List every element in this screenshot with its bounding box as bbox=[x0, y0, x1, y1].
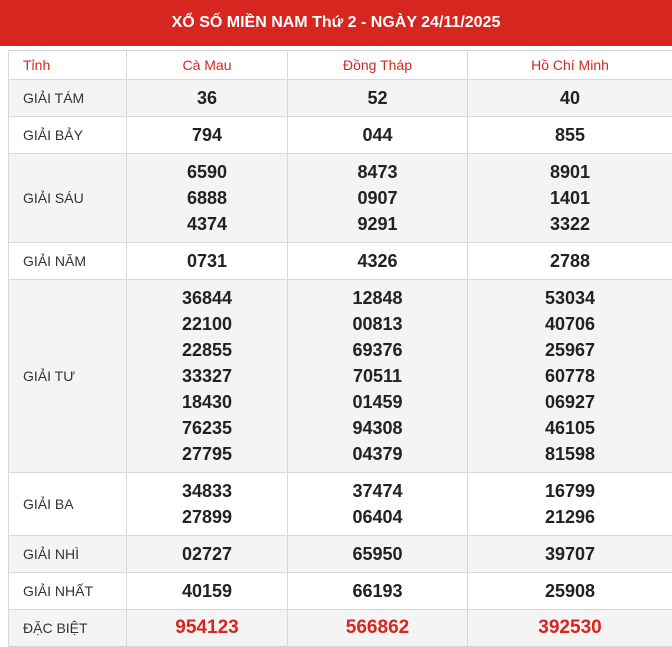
prize-number: 65950 bbox=[288, 541, 467, 567]
prize-number: 8473 bbox=[288, 159, 467, 185]
prize-number: 01459 bbox=[288, 389, 467, 415]
prize-cell bbox=[127, 536, 288, 573]
prize-number: 1401 bbox=[468, 185, 672, 211]
prize-number: 27795 bbox=[127, 441, 287, 467]
prize-number: 00813 bbox=[288, 311, 467, 337]
prize-cell bbox=[288, 154, 468, 243]
prize-cell bbox=[127, 154, 288, 243]
prize-row bbox=[9, 243, 672, 280]
prize-cell bbox=[468, 536, 672, 573]
prize-number: 2788 bbox=[468, 248, 672, 274]
prize-cell bbox=[468, 117, 672, 154]
prize-number: 044 bbox=[288, 122, 467, 148]
prize-cell bbox=[288, 473, 468, 536]
prize-number: 6590 bbox=[127, 159, 287, 185]
prize-number: 70511 bbox=[288, 363, 467, 389]
prize-cell bbox=[127, 280, 288, 473]
prize-number: 36 bbox=[127, 85, 287, 111]
province-name[interactable]: Hồ Chí Minh bbox=[468, 51, 672, 80]
prize-number: 21296 bbox=[468, 504, 672, 530]
prize-label: GIẢI TÁM bbox=[9, 80, 127, 117]
prize-row bbox=[9, 610, 672, 647]
prize-number: 34833 bbox=[127, 478, 287, 504]
prize-number: 40 bbox=[468, 85, 672, 111]
prize-number: 22100 bbox=[127, 311, 287, 337]
prize-number: 40159 bbox=[127, 578, 287, 604]
prize-cell bbox=[288, 80, 468, 117]
prize-cell bbox=[127, 117, 288, 154]
prize-number: 37474 bbox=[288, 478, 467, 504]
prize-label: GIẢI BẢY bbox=[9, 117, 127, 154]
prize-number: 52 bbox=[288, 85, 467, 111]
prize-label: GIẢI BA bbox=[9, 473, 127, 536]
prize-number: 36844 bbox=[127, 285, 287, 311]
prize-number: 81598 bbox=[468, 441, 672, 467]
prize-cell bbox=[288, 610, 468, 647]
prize-cell bbox=[468, 573, 672, 610]
prize-number: 794 bbox=[127, 122, 287, 148]
prize-number: 06404 bbox=[288, 504, 467, 530]
prize-row bbox=[9, 154, 672, 243]
prize-cell bbox=[127, 573, 288, 610]
prize-number: 02727 bbox=[127, 541, 287, 567]
prize-number: 6888 bbox=[127, 185, 287, 211]
prize-number: 25908 bbox=[468, 578, 672, 604]
results-table bbox=[8, 50, 672, 647]
prize-cell bbox=[288, 573, 468, 610]
prize-cell bbox=[288, 536, 468, 573]
prize-cell bbox=[127, 243, 288, 280]
prize-cell bbox=[468, 154, 672, 243]
prize-number: 4374 bbox=[127, 211, 287, 237]
prize-row bbox=[9, 573, 672, 610]
prize-cell bbox=[468, 243, 672, 280]
prize-number: 33327 bbox=[127, 363, 287, 389]
prize-cell bbox=[468, 610, 672, 647]
prize-number: 8901 bbox=[468, 159, 672, 185]
prize-number: 06927 bbox=[468, 389, 672, 415]
special-prize-number: 392530 bbox=[468, 615, 672, 641]
prize-number: 60778 bbox=[468, 363, 672, 389]
province-header-label: Tỉnh bbox=[9, 51, 127, 80]
prize-label: GIẢI TƯ bbox=[9, 280, 127, 473]
prize-row bbox=[9, 473, 672, 536]
prize-label: GIẢI NĂM bbox=[9, 243, 127, 280]
prize-number: 66193 bbox=[288, 578, 467, 604]
prize-number: 0731 bbox=[127, 248, 287, 274]
special-prize-number: 566862 bbox=[288, 615, 467, 641]
prize-label: ĐẶC BIỆT bbox=[9, 610, 127, 647]
prize-number: 18430 bbox=[127, 389, 287, 415]
prize-number: 3322 bbox=[468, 211, 672, 237]
prize-row bbox=[9, 80, 672, 117]
page-title: XỔ SỐ MIỀN NAM Thứ 2 - NGÀY 24/11/2025 bbox=[0, 0, 672, 46]
prize-row bbox=[9, 280, 672, 473]
prize-cell bbox=[288, 117, 468, 154]
prize-cell bbox=[468, 473, 672, 536]
prize-number: 12848 bbox=[288, 285, 467, 311]
header-row bbox=[9, 51, 672, 80]
prize-number: 9291 bbox=[288, 211, 467, 237]
prize-number: 0907 bbox=[288, 185, 467, 211]
province-name[interactable]: Đồng Tháp bbox=[288, 51, 468, 80]
prize-label: GIẢI NHÌ bbox=[9, 536, 127, 573]
prize-number: 16799 bbox=[468, 478, 672, 504]
special-prize-number: 954123 bbox=[127, 615, 287, 641]
prize-number: 53034 bbox=[468, 285, 672, 311]
prize-number: 94308 bbox=[288, 415, 467, 441]
prize-cell bbox=[288, 243, 468, 280]
prize-cell bbox=[468, 80, 672, 117]
prize-cell bbox=[127, 80, 288, 117]
prize-label: GIẢI SÁU bbox=[9, 154, 127, 243]
prize-label: GIẢI NHẤT bbox=[9, 573, 127, 610]
prize-number: 04379 bbox=[288, 441, 467, 467]
prize-number: 39707 bbox=[468, 541, 672, 567]
prize-number: 69376 bbox=[288, 337, 467, 363]
province-name[interactable]: Cà Mau bbox=[127, 51, 288, 80]
prize-number: 40706 bbox=[468, 311, 672, 337]
prize-number: 27899 bbox=[127, 504, 287, 530]
prize-cell bbox=[127, 473, 288, 536]
prize-row bbox=[9, 536, 672, 573]
prize-number: 4326 bbox=[288, 248, 467, 274]
prize-number: 22855 bbox=[127, 337, 287, 363]
prize-number: 76235 bbox=[127, 415, 287, 441]
prize-number: 855 bbox=[468, 122, 672, 148]
prize-cell bbox=[127, 610, 288, 647]
prize-number: 25967 bbox=[468, 337, 672, 363]
prize-cell bbox=[288, 280, 468, 473]
prize-cell bbox=[468, 280, 672, 473]
prize-row bbox=[9, 117, 672, 154]
prize-number: 46105 bbox=[468, 415, 672, 441]
